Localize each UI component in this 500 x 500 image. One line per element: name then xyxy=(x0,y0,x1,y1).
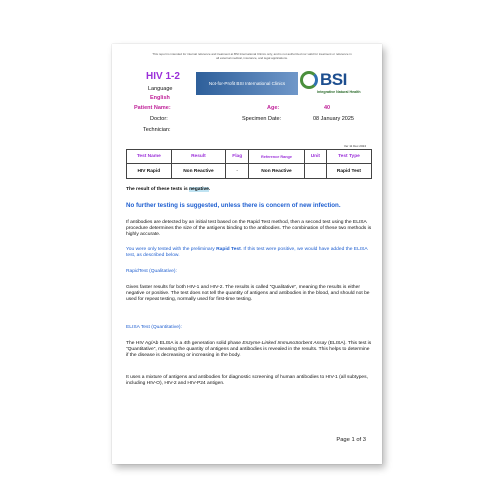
para2-prefix: You were only tested with the preliminary xyxy=(126,247,217,252)
elisa-paragraph-2: It uses a mixture of antigens and antibodies for diagnostic screening of human antibodies to HIV-1 (all subtypes, including HIV-O), HIV-2 and HIV-P24 antigen. xyxy=(126,375,368,387)
patient-name-label: Patient Name: xyxy=(134,105,171,111)
specimen-date-value: 08 January 2025 xyxy=(313,116,354,122)
col-reference-range: Reference Range xyxy=(249,150,305,164)
elisa-italic: Enzyme-Linked ImmunoSorbent Assay xyxy=(242,341,327,346)
logo-text: BSI xyxy=(320,70,347,89)
cell-reference-range: Non Reactive xyxy=(249,164,305,179)
language-value: English xyxy=(150,95,170,101)
table-header-row xyxy=(127,150,372,164)
paragraph-rapid-only xyxy=(126,247,372,259)
col-flag: Flag xyxy=(226,150,249,164)
result-sentence xyxy=(126,187,372,193)
version-label: Ver 11 Dec 2024 xyxy=(343,144,366,148)
age-label: Age: xyxy=(267,105,280,111)
cell-result: Non Reactive xyxy=(171,164,226,179)
logo-circle-icon xyxy=(300,71,318,89)
elisa-paragraph-1 xyxy=(126,341,372,360)
rapid-test-heading: RapidTest (Qualitative): xyxy=(126,269,177,274)
cell-unit xyxy=(304,164,326,179)
result-prefix: The result of these tests is xyxy=(126,187,190,192)
technician-label: Technician: xyxy=(143,127,171,133)
elisa-suffix: (ELISA). This test is “Quantitative”, meaning the quantity of antigens and antibodies is revealed in the results. This helps to determine if the disease is decreasing or increasing in the body. xyxy=(126,341,372,359)
col-result: Result xyxy=(171,150,226,164)
table-row xyxy=(127,164,372,179)
doctor-label: Doctor: xyxy=(150,116,168,122)
report-page xyxy=(112,44,382,464)
bsi-logo xyxy=(300,69,376,97)
rapid-test-paragraph: Gives faster results for both HIV-1 and HIV-2. The results is called “Qualitative”, meaning the results is either negative or positive. The test does not tell the quantity of antigens and antibodies in the blood, and should not be used for repeat testing, normally used for first-time testing. xyxy=(126,285,370,303)
page-number: Page 1 of 3 xyxy=(336,437,366,443)
para2-bold: Rapid Test xyxy=(216,247,241,252)
test-title: HIV 1-2 xyxy=(146,71,180,82)
cell-test-type: Rapid Test xyxy=(326,164,371,179)
logo-subtitle: Integrative Natural Health xyxy=(317,90,361,94)
clinic-banner: Not-for-Profit BSI International Clinics xyxy=(196,72,298,95)
specimen-date-label: Specimen Date: xyxy=(242,116,282,122)
results-table xyxy=(126,149,372,179)
age-value: 40 xyxy=(324,105,331,111)
col-test-type: Test Type xyxy=(326,150,371,164)
language-label: Language xyxy=(148,86,173,92)
elisa-heading: ELISA Test (Quantitative): xyxy=(126,325,182,330)
result-suffix: . xyxy=(208,187,211,192)
disclaimer-text: This report is intended for internal reference and treatment at BSI International Clinics only, and is not authorized nor valid for treatment or reference in all external medical, insurance, and legal applications. xyxy=(152,52,352,60)
col-test-name: Test Name xyxy=(127,150,172,164)
col-unit: Unit xyxy=(304,150,326,164)
elisa-prefix: The HIV Ag/Ab ELISA is a 4th generation solid phase xyxy=(126,341,243,346)
para2-suffix: . If this test were positive, we would have added the ELISA test, as described below. xyxy=(126,247,368,259)
result-value: negative xyxy=(189,187,209,192)
no-further-testing: No further testing is suggested, unless there is concern of new infection. xyxy=(126,202,341,209)
cell-flag: - xyxy=(226,164,249,179)
cell-test-name: HIV Rapid xyxy=(127,164,172,179)
paragraph-methods: If antibodies are detected by an initial test based on the Rapid Test method, then a second test using the ELISA procedure determines the size of the antigens binding to the antibodies. The combination of these two methods is highly accurate. xyxy=(126,220,372,238)
